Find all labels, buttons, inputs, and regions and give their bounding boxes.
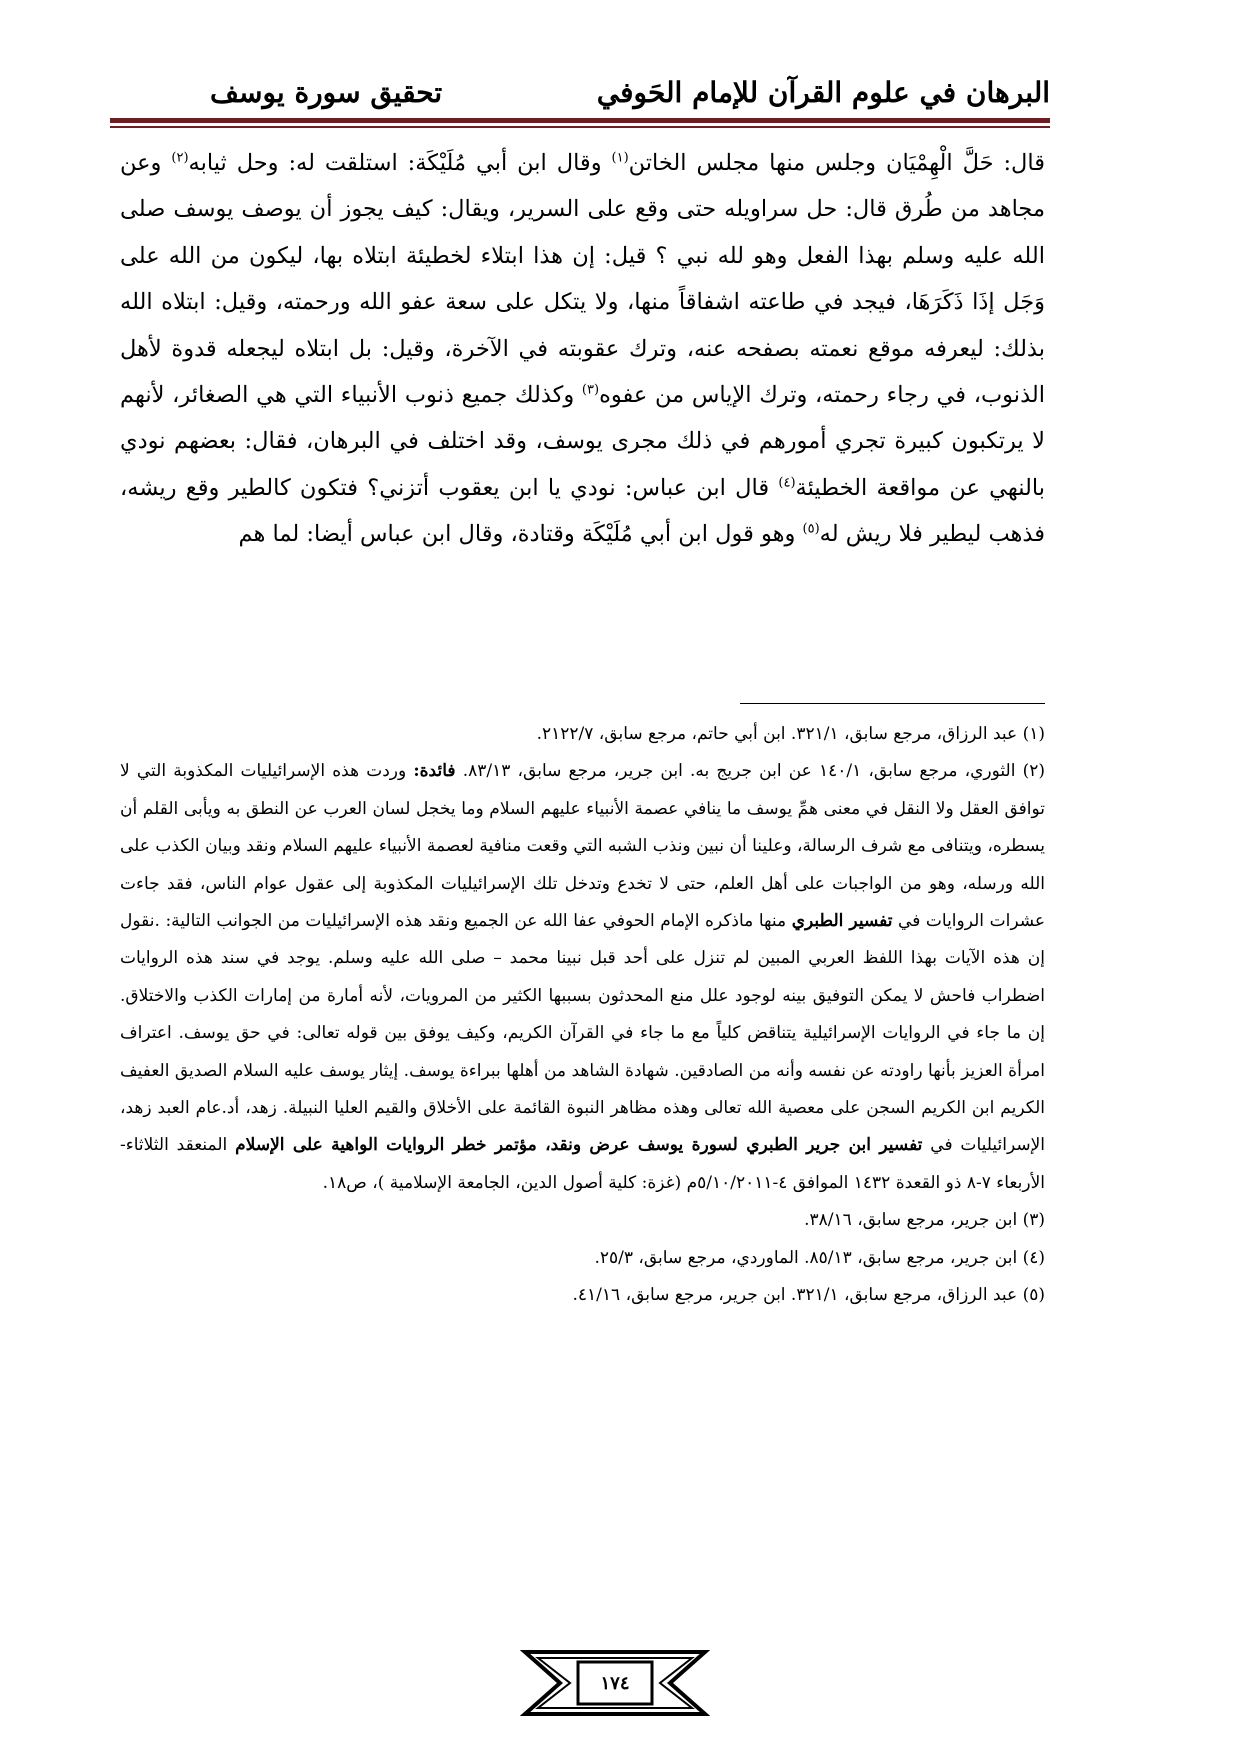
section-title: تحقيق سورة يوسف <box>210 76 443 109</box>
footnote-5: (٥) عبد الرزاق، مرجع سابق، ٣٢١/١. ابن جرير، مرجع سابق، ٤١/١٦. <box>572 1285 1045 1306</box>
footnote-2-text: المنعقد الثلاثاء-الأربعاء ٧-٨ ذو القعدة ١٤٣٢ الموافق ٤-٥/١٠/٢٠١١م (غزة: كلية أصول الدين، الجامعة الإسلامية )، ص١٨. <box>120 1135 1045 1193</box>
main-text <box>120 140 1045 558</box>
text-segment: وكذلك جميع ذنوب الأنبياء التي هي الصغائر، لأنهم لا يرتكبون كبيرة تجري أمورهم في ذلك مجرى يوسف، وقد اختلف في البرهان، فقال: بعضهم نودي بالنهي عن مواقعة الخطيئة <box>120 382 1045 501</box>
footnote-2-text: (٢) الثوري، مرجع سابق، ١٤٠/١ عن ابن جريج به. ابن جرير، مرجع سابق، ٨٣/١٣. <box>462 761 1046 782</box>
footnote-1: (١) عبد الرزاق، مرجع سابق، ٣٢١/١. ابن أبي حاتم، مرجع سابق، ٢١٢٢/٧. <box>536 724 1045 744</box>
header-rule-thin <box>110 126 1050 128</box>
text-segment: وقال ابن أبي مُلَيْكَة: استلقت له: وحل ثيابه <box>188 150 602 176</box>
footnote-ref[interactable]: (٣) <box>581 382 600 398</box>
footnote-separator <box>740 703 1045 704</box>
footnote-2-bold: تفسير ابن جرير الطبري لسورة يوسف عرض ونقد، مؤتمر خطر الروايات الواهية على الإسلام <box>235 1135 923 1156</box>
footnote-2-bold: تفسير الطبري <box>791 911 893 932</box>
footnotes <box>120 716 1045 1315</box>
page-number-frame <box>520 1648 710 1718</box>
text-segment: قال: حَلَّ الْهِمْيَان وجلس منها مجلس الخاتن <box>628 150 1046 176</box>
header-rule-thick <box>110 118 1050 123</box>
running-header <box>190 70 1050 116</box>
footnote-ref[interactable]: (٥) <box>802 521 820 537</box>
footnote-2-text: وردت هذه الإسرائيليات المكذوبة التي لا توافق العقل ولا النقل في معنى همِّ يوسف ما ينافي عصمة الأنبياء عليهم السلام وما يخجل لسان العرب عن النطق به ويأبى القلم أن يسطره، ويتنافى مع شرف الرسالة، وعلينا أن نبين ونذب الشبه التي وقعت منافية لعصمة الأنبياء عليهم السلام ونقد وبيان الكذب على الله ورسله، وهو من الواجبات على أهل العلم، حتى لا تخدع وتدخل تلك الإسرائيليات المكذوبة إلى عقول عوام الناس، فقد جاءت عشرات الروايات في <box>120 761 1046 932</box>
footnote-2-bold: فائدة: <box>413 761 456 782</box>
text-segment: قال ابن عباس: نودي يا ابن يعقوب أتزني؟ فتكون كالطير وقع ريشه، فذهب ليطير فلا ريش له <box>120 474 1045 548</box>
text-segment: وعن مجاهد من طُرق قال: حل سراويله حتى وقع على السرير، ويقال: كيف يجوز أن يوصف يوسف صلى الله عليه وسلم بهذا الفعل وهو لله نبي ؟ قيل: إن هذا ابتلاء لخطيئة ابتلاه بها، ليكون من الله على وَجَل إذَا ذَكَرَهَا، فيجد في طاعته اشفاقاً منها، ولا يتكل على سعة عفو الله ورحمته، وقيل: ابتلاه الله بذلك: ليعرفه موقع نعمته بصفحه عنه، وترك عقوبته في الآخرة، وقيل: بل ابتلاه ليجعله قدوة لأهل الذنوب، في رجاء رحمته، وترك الإياس من عفوه <box>120 150 1045 409</box>
footnote-ref[interactable]: (٤) <box>778 475 796 491</box>
footnote-2-text: منها ماذكره الإمام الحوفي عفا الله عن الجميع ونقد هذه الإسرائيليات من الجوانب التالية: .نقول إن هذه الآيات بهذا اللفظ العربي المبين لم تنزل على أحد قبل نبينا محمد – صلى الله عليه وسلم. يوجد في سند هذه الروايات اضطراب فاحش لا يمكن التوفيق بينه لوجود علل منع المحدثون بسببها الكثير من المرويات، لأنه أمارة من إمارات الكذب والاختلاق. إن ما جاء في الروايات الإسرائيلية يتناقض كلياً مع ما جاء في القرآن الكريم، وكيف يوفق بين قوله تعالى: في حق يوسف. اعتراف امرأة العزيز بأنها راودته عن نفسه وأنه من الصادقين. شهادة الشاهد من أهلها ببراءة يوسف. إيثار يوسف عليه السلام الصديق العفيف الكريم ابن الكريم السجن على معصية الله تعالى وهذه مظاهر النبوة القائمة على الأخلاق والقيم العليا النبيلة. زهد، أد.عام العبد زهد، الإسرائيليات في <box>120 911 1046 1156</box>
footnote-3: (٣) ابن جرير، مرجع سابق، ٣٨/١٦. <box>804 1210 1045 1231</box>
page-number: ١٧٤ <box>600 1672 630 1694</box>
main-paragraph <box>120 140 1045 558</box>
footnote-2 <box>120 753 1045 1202</box>
footnote-ref[interactable]: (٢) <box>171 150 189 166</box>
book-title: البرهان في علوم القرآن للإمام الحَوفي <box>596 76 1050 109</box>
footnote-4: (٤) ابن جرير، مرجع سابق، ٨٥/١٣. الماوردي، مرجع سابق، ٢٥/٣. <box>594 1247 1045 1268</box>
text-segment: وهو قول ابن أبي مُلَيْكَة وقتادة، وقال ابن عباس أيضا: لما هم <box>238 521 796 548</box>
footnote-ref[interactable]: (١) <box>611 150 629 166</box>
